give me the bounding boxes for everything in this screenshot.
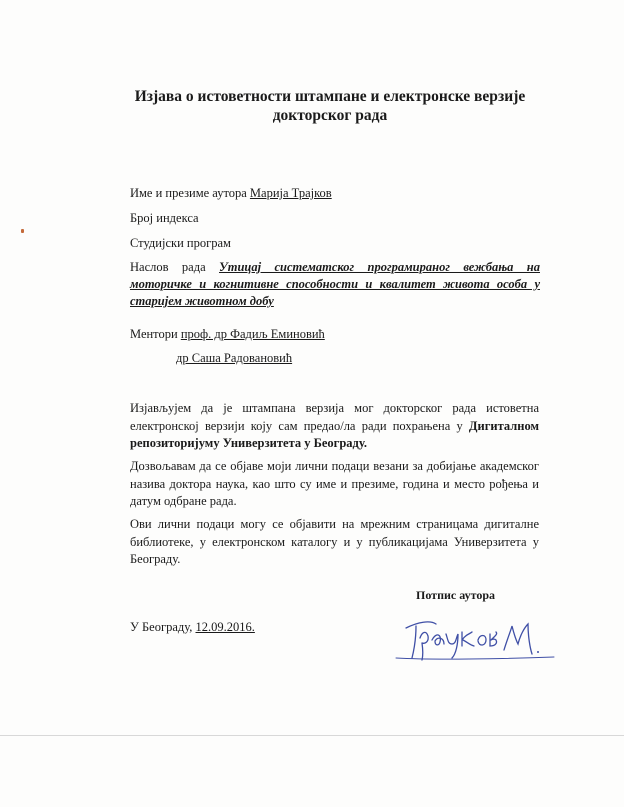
index-field bbox=[130, 211, 199, 226]
index-label: Број индекса bbox=[130, 211, 199, 225]
date-value: 12.09.2016. bbox=[195, 620, 255, 634]
consent-paragraph: Дозвољавам да се објаве моји лични подаци везани за добијање академског назива доктора наука, као што су име и презиме, година и место рођења и датум одбране рада. bbox=[130, 459, 539, 508]
program-label: Студијски програм bbox=[130, 236, 231, 250]
mentor-2-field bbox=[176, 351, 292, 366]
publication-paragraph: Ови лични подаци могу се објавити на мрежним страницама дигиталне библиотеке, у електронском каталогу и у публикацијама Универзитета у Београду. bbox=[130, 517, 539, 566]
declaration-text: Изјављујем да је штампана верзија мог докторског рада истоветна електронској верзији коју сам предао/ла ради похрањена у bbox=[130, 401, 539, 433]
scan-edge-line bbox=[0, 735, 624, 736]
author-field bbox=[130, 186, 332, 201]
author-label: Име и презиме аутора bbox=[130, 186, 250, 200]
program-field bbox=[130, 236, 231, 251]
thesis-title-field bbox=[130, 259, 540, 310]
author-value: Марија Трајков bbox=[249, 186, 332, 200]
place-date-field bbox=[130, 620, 255, 635]
thesis-label: Наслов рада bbox=[130, 260, 220, 274]
thesis-title-value: Утицај систематског програмираног вежбања на моторичке и когнитивне способности и квалитет живота особа у старијем животном добу bbox=[130, 260, 540, 308]
signature-label: Потпис аутора bbox=[416, 588, 496, 602]
declaration-paragraph bbox=[130, 400, 539, 453]
handwritten-signature bbox=[392, 610, 562, 666]
ink-speck bbox=[21, 229, 24, 233]
mentors-label: Ментори bbox=[130, 327, 181, 341]
document-title-line-1: Изјава о истоветности штампане и електронске верзије bbox=[134, 88, 526, 105]
mentor-1: проф. др Фадиљ Еминовић bbox=[180, 327, 325, 341]
place-label: У Београду, bbox=[130, 620, 196, 634]
mentor-2: др Саша Радовановић bbox=[176, 351, 293, 365]
mentors-field bbox=[130, 327, 325, 342]
repository-name: Дигиталном репозиторијуму Универзитета у Београду. bbox=[130, 418, 539, 450]
document-title-line-2: докторског рада bbox=[272, 107, 388, 124]
